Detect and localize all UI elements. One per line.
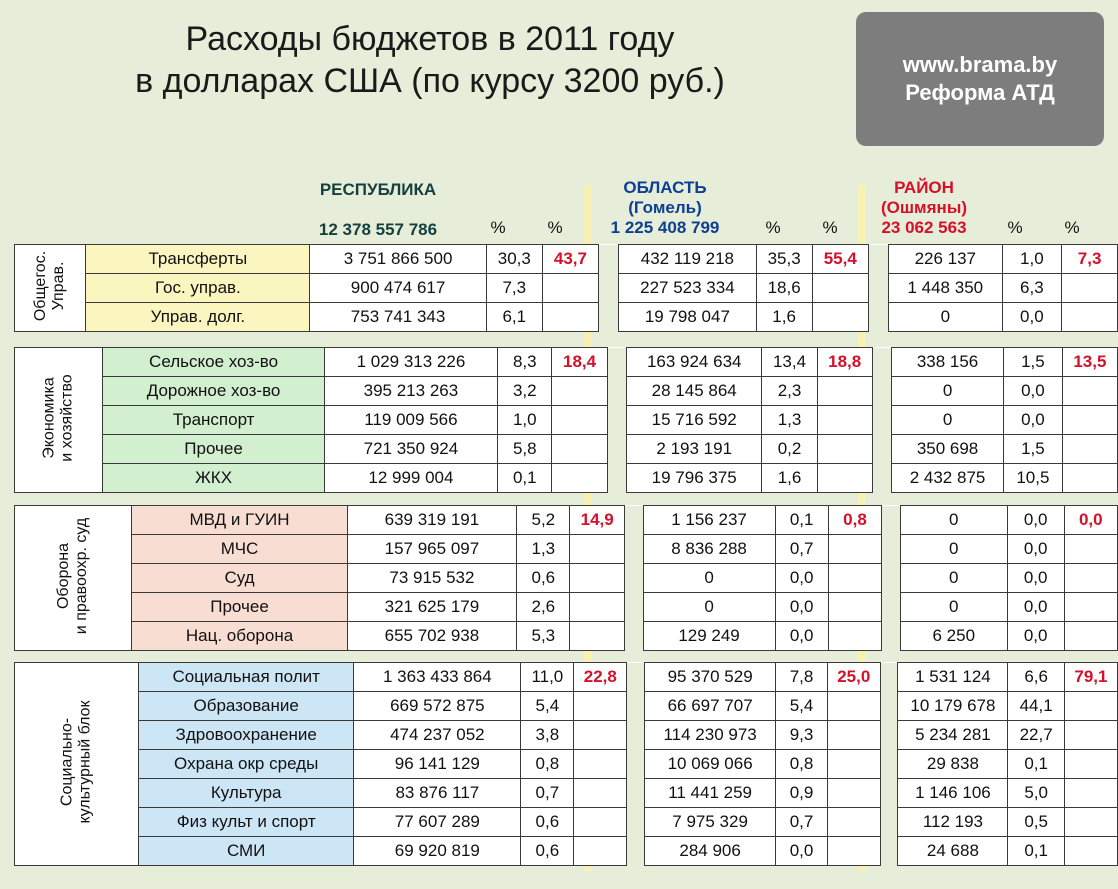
block-social-culture	[14, 662, 1118, 866]
raion-sum-pct	[1062, 274, 1118, 303]
republic-sum-pct	[552, 464, 607, 493]
gap	[882, 564, 901, 593]
oblast-value: 7 975 329	[644, 808, 775, 837]
republic-value: 474 237 052	[354, 721, 521, 750]
block-label	[15, 348, 103, 493]
oblast-sum-pct	[817, 435, 872, 464]
gap	[627, 721, 645, 750]
gap	[607, 377, 626, 406]
category-cell: Суд	[132, 564, 347, 593]
pct-header-ray-1: %	[1007, 218, 1023, 237]
oblast-sum-pct	[812, 303, 868, 332]
raion-sum-pct	[1064, 721, 1117, 750]
category-cell: Дорожное хоз-во	[103, 377, 324, 406]
republic-pct: 5,3	[517, 622, 570, 651]
republic-value: 669 572 875	[354, 692, 521, 721]
oblast-sum-pct: 18,8	[817, 348, 872, 377]
block-label-text: Общегос. Управ.	[32, 250, 68, 322]
oblast-pct: 18,6	[756, 274, 812, 303]
oblast-value: 129 249	[643, 622, 775, 651]
oblast-sum-pct: 0,8	[828, 506, 881, 535]
republic-sum-pct	[570, 593, 624, 622]
republic-sum-pct: 14,9	[570, 506, 624, 535]
raion-sum-pct	[1064, 808, 1117, 837]
republic-value: 1 363 433 864	[354, 663, 521, 692]
category-cell: Прочее	[132, 593, 347, 622]
oblast-pct: 5,4	[776, 692, 827, 721]
category-cell: Транспорт	[103, 406, 324, 435]
gap	[872, 464, 891, 493]
page-title	[40, 18, 820, 102]
gap	[882, 535, 901, 564]
category-cell: Прочее	[103, 435, 324, 464]
republic-value: 639 319 191	[347, 506, 517, 535]
raion-sum-pct: 13,5	[1062, 348, 1117, 377]
raion-value: 0	[892, 377, 1004, 406]
republic-sum-pct	[570, 622, 624, 651]
gap	[880, 779, 898, 808]
oblast-sum-pct	[827, 779, 880, 808]
republic-pct: 5,2	[517, 506, 570, 535]
republic-sum-pct	[570, 535, 624, 564]
header-oblast	[592, 178, 738, 238]
title-line-1: Расходы бюджетов в 2011 году	[185, 20, 675, 58]
header-oblast-sublabel: (Гомель)	[628, 198, 702, 217]
raion-value: 5 234 281	[898, 721, 1008, 750]
republic-sum-pct	[574, 750, 627, 779]
table-row	[15, 406, 1118, 435]
block-label-text: Экономика и хозяйство	[40, 374, 76, 462]
table-row	[15, 464, 1118, 493]
oblast-value: 95 370 529	[644, 663, 775, 692]
republic-pct: 0,6	[521, 837, 574, 866]
republic-pct: 11,0	[521, 663, 574, 692]
block-label	[15, 506, 132, 651]
republic-value: 73 915 532	[347, 564, 517, 593]
raion-value: 1 146 106	[898, 779, 1008, 808]
oblast-value: 2 193 191	[626, 435, 761, 464]
table-row	[15, 506, 1118, 535]
table-row	[15, 808, 1118, 837]
block-label-text: Оборона и правоохр. суд	[55, 517, 91, 635]
oblast-value: 66 697 707	[644, 692, 775, 721]
republic-pct: 5,8	[498, 435, 552, 464]
republic-value: 1 029 313 226	[324, 348, 497, 377]
raion-pct: 6,3	[1002, 274, 1062, 303]
republic-sum-pct	[574, 721, 627, 750]
raion-pct: 0,0	[1007, 593, 1064, 622]
header-raion-total: 23 062 563	[881, 218, 967, 237]
header-oblast-label: ОБЛАСТЬ	[623, 178, 707, 197]
raion-sum-pct: 7,3	[1062, 245, 1118, 274]
oblast-pct: 0,0	[775, 564, 828, 593]
gap	[607, 464, 626, 493]
oblast-value: 1 156 237	[643, 506, 775, 535]
category-cell: Культура	[139, 779, 354, 808]
raion-value: 1 448 350	[889, 274, 1003, 303]
oblast-sum-pct: 25,0	[827, 663, 880, 692]
table-row	[15, 377, 1118, 406]
header-republic-sublabel	[290, 200, 466, 220]
republic-pct: 3,8	[521, 721, 574, 750]
raion-pct: 0,0	[1007, 564, 1064, 593]
raion-pct: 0,0	[1007, 506, 1064, 535]
gap	[882, 622, 901, 651]
category-cell: Нац. оборона	[132, 622, 347, 651]
oblast-pct: 0,2	[762, 435, 817, 464]
raion-sum-pct	[1062, 435, 1117, 464]
raion-sum-pct	[1064, 837, 1117, 866]
republic-value: 83 876 117	[354, 779, 521, 808]
republic-pct: 0,6	[521, 808, 574, 837]
republic-sum-pct	[574, 779, 627, 808]
republic-sum-pct	[542, 274, 598, 303]
header-raion-sublabel: (Ошмяны)	[881, 198, 967, 217]
category-cell: МЧС	[132, 535, 347, 564]
republic-pct: 1,0	[498, 406, 552, 435]
brand-box	[856, 12, 1104, 146]
republic-sum-pct	[542, 303, 598, 332]
category-cell: Трансферты	[86, 245, 310, 274]
oblast-pct: 0,8	[776, 750, 827, 779]
oblast-sum-pct	[828, 622, 881, 651]
republic-sum-pct: 43,7	[542, 245, 598, 274]
oblast-pct: 13,4	[762, 348, 817, 377]
raion-pct: 1,5	[1003, 348, 1062, 377]
oblast-pct: 0,7	[775, 535, 828, 564]
oblast-value: 0	[643, 593, 775, 622]
raion-sum-pct	[1064, 564, 1117, 593]
header-oblast-total: 1 225 408 799	[610, 218, 720, 237]
gap	[868, 245, 888, 274]
republic-sum-pct	[574, 808, 627, 837]
pct-header-obl-1: %	[765, 218, 781, 237]
oblast-value: 163 924 634	[626, 348, 761, 377]
republic-pct: 6,1	[486, 303, 542, 332]
raion-pct: 0,0	[1002, 303, 1062, 332]
oblast-pct: 0,7	[776, 808, 827, 837]
raion-value: 338 156	[892, 348, 1004, 377]
oblast-value: 114 230 973	[644, 721, 775, 750]
raion-pct: 0,0	[1007, 622, 1064, 651]
gap	[872, 348, 891, 377]
raion-value: 1 531 124	[898, 663, 1008, 692]
gap	[624, 564, 643, 593]
gap	[624, 506, 643, 535]
oblast-value: 10 069 066	[644, 750, 775, 779]
republic-pct: 0,1	[498, 464, 552, 493]
gap	[627, 837, 645, 866]
oblast-sum-pct	[817, 464, 872, 493]
oblast-sum-pct	[827, 808, 880, 837]
raion-sum-pct	[1062, 464, 1117, 493]
republic-value: 3 751 866 500	[310, 245, 486, 274]
republic-pct: 3,2	[498, 377, 552, 406]
republic-sum-pct: 18,4	[552, 348, 607, 377]
oblast-value: 28 145 864	[626, 377, 761, 406]
table-row	[15, 750, 1118, 779]
republic-pct: 0,8	[521, 750, 574, 779]
republic-pct: 0,7	[521, 779, 574, 808]
category-cell: СМИ	[139, 837, 354, 866]
gap	[598, 303, 618, 332]
raion-sum-pct	[1064, 622, 1117, 651]
republic-sum-pct	[574, 692, 627, 721]
oblast-pct: 0,0	[775, 593, 828, 622]
oblast-value: 8 836 288	[643, 535, 775, 564]
oblast-sum-pct	[827, 721, 880, 750]
republic-value: 321 625 179	[347, 593, 517, 622]
table-row	[15, 564, 1118, 593]
raion-sum-pct	[1062, 303, 1118, 332]
category-cell: Сельское хоз-во	[103, 348, 324, 377]
gap	[880, 663, 898, 692]
oblast-value: 432 119 218	[619, 245, 756, 274]
gap	[624, 535, 643, 564]
gap	[868, 303, 888, 332]
oblast-value: 15 716 592	[626, 406, 761, 435]
republic-value: 157 965 097	[347, 535, 517, 564]
republic-sum-pct	[570, 564, 624, 593]
raion-pct: 22,7	[1008, 721, 1064, 750]
republic-value: 753 741 343	[310, 303, 486, 332]
republic-pct: 8,3	[498, 348, 552, 377]
raion-pct: 6,6	[1008, 663, 1064, 692]
brand-name: Реформа АТД	[905, 80, 1055, 105]
header-raion	[866, 178, 982, 238]
raion-pct: 0,5	[1008, 808, 1064, 837]
raion-sum-pct	[1064, 593, 1117, 622]
raion-sum-pct: 0,0	[1064, 506, 1117, 535]
pct-header-ray-2: %	[1064, 218, 1080, 237]
table-row	[15, 535, 1118, 564]
republic-pct: 2,6	[517, 593, 570, 622]
raion-pct: 0,1	[1008, 750, 1064, 779]
republic-value: 655 702 938	[347, 622, 517, 651]
category-cell: Образование	[139, 692, 354, 721]
oblast-pct: 7,8	[776, 663, 827, 692]
raion-pct: 10,5	[1003, 464, 1062, 493]
republic-value: 96 141 129	[354, 750, 521, 779]
republic-value: 721 350 924	[324, 435, 497, 464]
oblast-sum-pct	[817, 406, 872, 435]
category-cell: Управ. долг.	[86, 303, 310, 332]
oblast-pct: 0,1	[775, 506, 828, 535]
oblast-pct: 1,6	[762, 464, 817, 493]
category-cell: Гос. управ.	[86, 274, 310, 303]
header-raion-label: РАЙОН	[894, 178, 954, 197]
raion-pct: 0,0	[1003, 377, 1062, 406]
raion-sum-pct	[1064, 535, 1117, 564]
table-row	[15, 779, 1118, 808]
gap	[627, 663, 645, 692]
republic-sum-pct	[574, 837, 627, 866]
raion-value: 0	[892, 406, 1004, 435]
gap	[880, 750, 898, 779]
block-label-text: Социально- культурный блок	[58, 700, 94, 824]
republic-value: 12 999 004	[324, 464, 497, 493]
pct-header-rep-2: %	[547, 218, 563, 237]
oblast-sum-pct	[827, 750, 880, 779]
gap	[872, 406, 891, 435]
oblast-value: 0	[643, 564, 775, 593]
oblast-pct: 9,3	[776, 721, 827, 750]
gap	[598, 274, 618, 303]
raion-value: 10 179 678	[898, 692, 1008, 721]
header-republic-label: РЕСПУБЛИКА	[319, 180, 437, 199]
category-cell: ЖКХ	[103, 464, 324, 493]
gap	[627, 692, 645, 721]
block-economy	[14, 347, 1118, 493]
gap	[607, 435, 626, 464]
republic-sum-pct	[552, 406, 607, 435]
raion-value: 2 432 875	[892, 464, 1004, 493]
raion-pct: 0,0	[1003, 406, 1062, 435]
oblast-sum-pct	[828, 535, 881, 564]
republic-pct: 7,3	[486, 274, 542, 303]
raion-value: 24 688	[898, 837, 1008, 866]
republic-value: 395 213 263	[324, 377, 497, 406]
gap	[624, 593, 643, 622]
oblast-sum-pct	[828, 564, 881, 593]
block-label	[15, 245, 86, 332]
category-cell: Социальная полит	[139, 663, 354, 692]
gap	[872, 377, 891, 406]
raion-value: 0	[900, 564, 1007, 593]
table-row	[15, 663, 1118, 692]
raion-value: 29 838	[898, 750, 1008, 779]
header-republic-total: 12 378 557 786	[318, 220, 438, 239]
republic-value: 119 009 566	[324, 406, 497, 435]
pct-header-rep-1: %	[490, 218, 506, 237]
category-cell: Физ культ и спорт	[139, 808, 354, 837]
republic-value: 900 474 617	[310, 274, 486, 303]
oblast-value: 227 523 334	[619, 274, 756, 303]
republic-pct: 5,4	[521, 692, 574, 721]
raion-pct: 44,1	[1008, 692, 1064, 721]
raion-value: 226 137	[889, 245, 1003, 274]
block-general-government	[14, 244, 1118, 332]
oblast-pct: 2,3	[762, 377, 817, 406]
gap	[880, 721, 898, 750]
table-row	[15, 303, 1118, 332]
republic-pct: 30,3	[486, 245, 542, 274]
gap	[627, 750, 645, 779]
raion-pct: 0,0	[1007, 535, 1064, 564]
table-row	[15, 348, 1118, 377]
raion-pct: 0,1	[1008, 837, 1064, 866]
oblast-sum-pct: 55,4	[812, 245, 868, 274]
oblast-pct: 0,0	[776, 837, 827, 866]
gap	[627, 779, 645, 808]
gap	[872, 435, 891, 464]
raion-value: 350 698	[892, 435, 1004, 464]
title-line-2: в долларах США (по курсу 3200 руб.)	[135, 62, 725, 100]
raion-value: 6 250	[900, 622, 1007, 651]
table-row	[15, 692, 1118, 721]
gap	[607, 348, 626, 377]
oblast-sum-pct	[817, 377, 872, 406]
table-row	[15, 435, 1118, 464]
oblast-value: 19 796 375	[626, 464, 761, 493]
raion-value: 0	[900, 506, 1007, 535]
republic-value: 69 920 819	[354, 837, 521, 866]
oblast-pct: 0,0	[775, 622, 828, 651]
oblast-sum-pct	[827, 837, 880, 866]
block-defense-law	[14, 505, 1118, 651]
brand-site: www.brama.by	[902, 52, 1058, 77]
table-row	[15, 245, 1118, 274]
raion-sum-pct	[1064, 750, 1117, 779]
oblast-value: 284 906	[644, 837, 775, 866]
raion-pct: 5,0	[1008, 779, 1064, 808]
republic-value: 77 607 289	[354, 808, 521, 837]
table-row	[15, 593, 1118, 622]
gap	[880, 837, 898, 866]
gap	[624, 622, 643, 651]
raion-value: 0	[889, 303, 1003, 332]
raion-sum-pct	[1064, 779, 1117, 808]
raion-value: 112 193	[898, 808, 1008, 837]
block-label	[15, 663, 139, 866]
pct-header-obl-2: %	[822, 218, 838, 237]
gap	[882, 506, 901, 535]
raion-pct: 1,0	[1002, 245, 1062, 274]
table-row	[15, 837, 1118, 866]
republic-pct: 0,6	[517, 564, 570, 593]
raion-value: 0	[900, 593, 1007, 622]
raion-sum-pct	[1062, 377, 1117, 406]
republic-pct: 1,3	[517, 535, 570, 564]
gap	[882, 593, 901, 622]
category-cell: МВД и ГУИН	[132, 506, 347, 535]
gap	[868, 274, 888, 303]
raion-sum-pct: 79,1	[1064, 663, 1117, 692]
gap	[880, 692, 898, 721]
category-cell: Здровоохранение	[139, 721, 354, 750]
oblast-value: 19 798 047	[619, 303, 756, 332]
gap	[598, 245, 618, 274]
category-cell: Охрана окр среды	[139, 750, 354, 779]
oblast-sum-pct	[827, 692, 880, 721]
gap	[880, 808, 898, 837]
republic-sum-pct	[552, 377, 607, 406]
header-republic	[290, 180, 466, 240]
raion-pct: 1,5	[1003, 435, 1062, 464]
table-row	[15, 274, 1118, 303]
table-row	[15, 622, 1118, 651]
oblast-sum-pct	[828, 593, 881, 622]
republic-sum-pct: 22,8	[574, 663, 627, 692]
gap	[627, 808, 645, 837]
raion-sum-pct	[1064, 692, 1117, 721]
raion-value: 0	[900, 535, 1007, 564]
oblast-sum-pct	[812, 274, 868, 303]
table-row	[15, 721, 1118, 750]
gap	[607, 406, 626, 435]
oblast-pct: 1,3	[762, 406, 817, 435]
oblast-pct: 1,6	[756, 303, 812, 332]
raion-sum-pct	[1062, 406, 1117, 435]
republic-sum-pct	[552, 435, 607, 464]
oblast-value: 11 441 259	[644, 779, 775, 808]
oblast-pct: 0,9	[776, 779, 827, 808]
oblast-pct: 35,3	[756, 245, 812, 274]
